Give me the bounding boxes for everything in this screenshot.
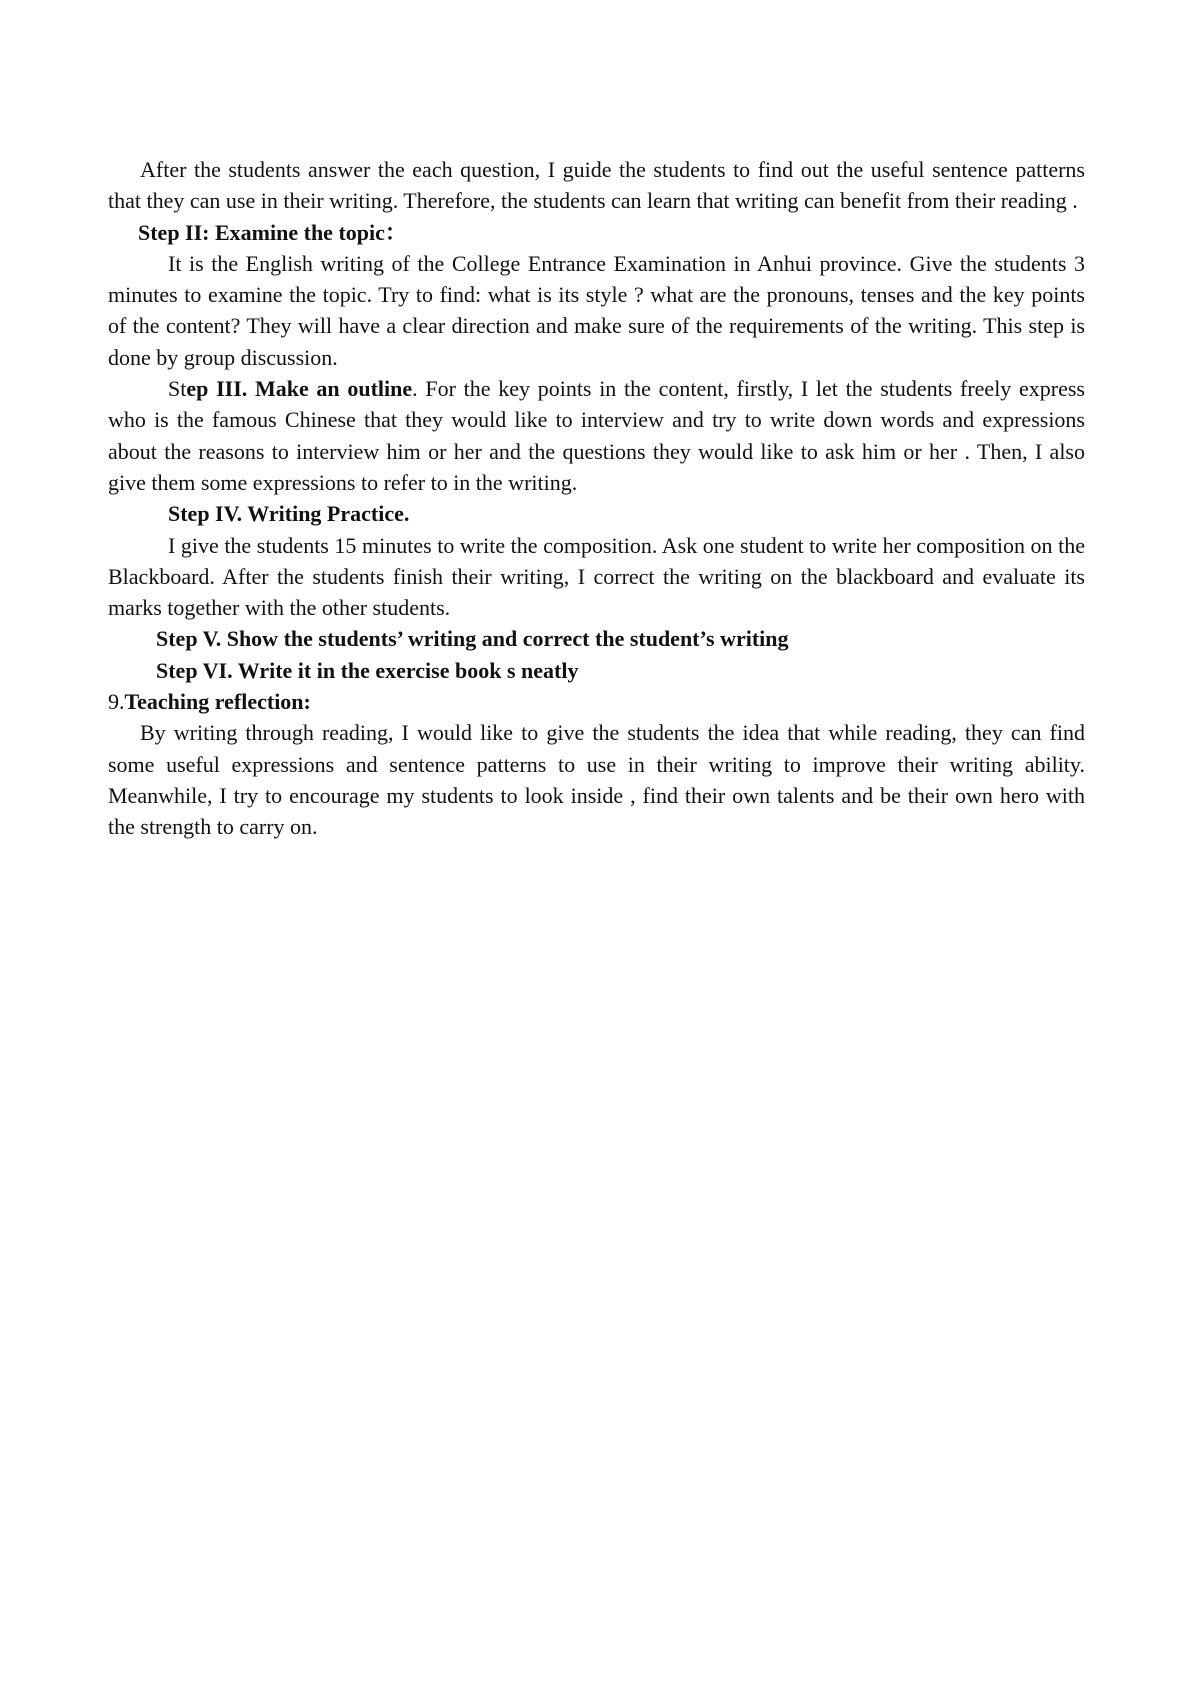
step-5-heading: Step V. Show the students’ writing and correct the student’s writing xyxy=(156,626,789,652)
step-3-lead-plain: St xyxy=(168,376,187,402)
step-3-heading: ep III. Make an outline xyxy=(186,376,413,402)
step-6-heading: Step VI. Write it in the exercise book s neatly xyxy=(156,657,579,683)
step-4-paragraph: I give the students 15 minutes to write the composition. Ask one student to write her composition on the Blackboard. After the students finish their writing, I correct the writing on the blackboard and evaluate its marks together with the other students. xyxy=(108,532,1085,621)
step-2-paragraph: It is the English writing of the College Entrance Examination in Anhui province. Give the students 3 minutes to examine the topic. Try to find: what is its style ? what are the pronouns, tenses and the key points of the content? They will have a clear direction and make sure of the requirements of the writing. This step is done by group discussion. xyxy=(108,250,1085,370)
section-9-paragraph: By writing through reading, I would like to give the students the idea that while reading, they can find some useful expressions and sentence patterns to use in their writing to improve their writing ability. Meanwhile, I try to encourage my students to look inside , find their own talents and be their own hero with the strength to carry on. xyxy=(108,720,1085,840)
step-3-text: . For the key points in the content, firstly, I let the students freely express who is the famous Chinese that they would like to interview and try to write down words and expressions about the reasons to interview him or her and the questions they would like to ask him or her . Then, I also give them some expressions to refer to in the writing. xyxy=(108,376,1085,495)
document-body xyxy=(108,154,1085,843)
step-4-heading: Step IV. Writing Practice. xyxy=(168,501,410,527)
step-3-paragraph xyxy=(108,373,1085,498)
section-9-heading-line xyxy=(108,686,1085,717)
section-9-heading: Teaching reflection: xyxy=(124,689,311,715)
section-9-number: 9. xyxy=(108,689,125,715)
intro-paragraph: After the students answer the each question, I guide the students to find out the useful sentence patterns that they can use in their writing. Therefore, the students can learn that writing can benefit from their reading . xyxy=(108,157,1085,214)
step-2-heading: Step II: Examine the topic： xyxy=(138,219,407,245)
